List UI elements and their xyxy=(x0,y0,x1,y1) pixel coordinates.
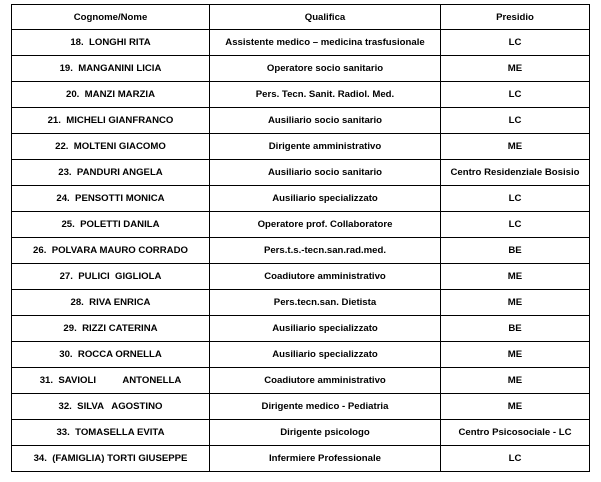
table-body xyxy=(12,30,590,472)
cell-role-text: Pers.tecn.san. Dietista xyxy=(273,297,377,308)
cell-role xyxy=(210,446,441,472)
cell-site: LC xyxy=(441,108,590,134)
cell-role-text: Pers. Tecn. Sanit. Radiol. Med. xyxy=(255,89,395,100)
table-row xyxy=(12,290,590,316)
cell-site: ME xyxy=(441,290,590,316)
cell-site: ME xyxy=(441,264,590,290)
cell-name: 29. RIZZI CATERINA xyxy=(12,316,210,342)
cell-role-text: Infermiere Professionale xyxy=(269,453,381,464)
cell-site: BE xyxy=(441,316,590,342)
cell-site: Centro Residenziale Bosisio xyxy=(441,160,590,186)
cell-role-text: Ausiliario specializzato xyxy=(272,349,378,360)
table-row xyxy=(12,264,590,290)
cell-name: 21. MICHELI GIANFRANCO xyxy=(12,108,210,134)
table-row xyxy=(12,186,590,212)
cell-role xyxy=(210,30,441,56)
cell-role-text: Pers.t.s.-tecn.san.rad.med. xyxy=(263,245,387,256)
cell-role xyxy=(210,316,441,342)
table-row xyxy=(12,394,590,420)
cell-role xyxy=(210,238,441,264)
header-row xyxy=(12,5,590,30)
cell-role xyxy=(210,342,441,368)
cell-name: 32. SILVA AGOSTINO xyxy=(12,394,210,420)
cell-role-text: Ausiliario specializzato xyxy=(272,193,378,204)
table-row xyxy=(12,134,590,160)
cell-name: 26. POLVARA MAURO CORRADO xyxy=(12,238,210,264)
table-row xyxy=(12,342,590,368)
cell-name: 22. MOLTENI GIACOMO xyxy=(12,134,210,160)
cell-site: ME xyxy=(441,342,590,368)
staff-table xyxy=(11,4,590,472)
cell-name: 30. ROCCA ORNELLA xyxy=(12,342,210,368)
header-site: Presidio xyxy=(441,5,590,30)
cell-site: ME xyxy=(441,368,590,394)
table-row xyxy=(12,30,590,56)
cell-name: 24. PENSOTTI MONICA xyxy=(12,186,210,212)
cell-site: ME xyxy=(441,394,590,420)
cell-site: LC xyxy=(441,186,590,212)
cell-role-text: Dirigente amministrativo xyxy=(268,141,382,152)
header-name: Cognome/Nome xyxy=(12,5,210,30)
table-row xyxy=(12,316,590,342)
cell-site: ME xyxy=(441,56,590,82)
table-row xyxy=(12,108,590,134)
cell-role-text: Operatore prof. Collaboratore xyxy=(257,219,393,230)
cell-name: 28. RIVA ENRICA xyxy=(12,290,210,316)
cell-role-text: Ausiliario specializzato xyxy=(272,323,378,334)
cell-role xyxy=(210,108,441,134)
cell-role xyxy=(210,394,441,420)
cell-name: 31. SAVIOLI ANTONELLA xyxy=(12,368,210,394)
cell-name: 18. LONGHI RITA xyxy=(12,30,210,56)
header-role: Qualifica xyxy=(210,5,441,30)
cell-site: LC xyxy=(441,212,590,238)
table-row xyxy=(12,160,590,186)
cell-role xyxy=(210,420,441,446)
table-row xyxy=(12,446,590,472)
cell-site: ME xyxy=(441,134,590,160)
cell-role xyxy=(210,56,441,82)
cell-name: 25. POLETTI DANILA xyxy=(12,212,210,238)
cell-role xyxy=(210,264,441,290)
table-row xyxy=(12,420,590,446)
cell-site: LC xyxy=(441,82,590,108)
cell-site: LC xyxy=(441,446,590,472)
cell-site: LC xyxy=(441,30,590,56)
cell-role-text: Ausiliario socio sanitario xyxy=(267,115,383,126)
cell-role-text: Dirigente medico - Pediatria xyxy=(261,401,389,412)
cell-name: 23. PANDURI ANGELA xyxy=(12,160,210,186)
table-row xyxy=(12,82,590,108)
cell-name: 20. MANZI MARZIA xyxy=(12,82,210,108)
cell-role-text: Operatore socio sanitario xyxy=(266,63,384,74)
cell-role xyxy=(210,160,441,186)
cell-name: 27. PULICI GIGLIOLA xyxy=(12,264,210,290)
cell-role xyxy=(210,368,441,394)
cell-name: 33. TOMASELLA EVITA xyxy=(12,420,210,446)
cell-role-text: Coadiutore amministrativo xyxy=(264,271,386,282)
cell-role-text: Dirigente psicologo xyxy=(280,427,370,438)
cell-role xyxy=(210,212,441,238)
table-row xyxy=(12,56,590,82)
cell-name: 19. MANGANINI LICIA xyxy=(12,56,210,82)
table-row xyxy=(12,238,590,264)
table-row xyxy=(12,212,590,238)
cell-role xyxy=(210,290,441,316)
cell-role-text: Ausiliario socio sanitario xyxy=(267,167,383,178)
table-row xyxy=(12,368,590,394)
cell-role xyxy=(210,186,441,212)
cell-name: 34. (FAMIGLIA) TORTI GIUSEPPE xyxy=(12,446,210,472)
cell-role xyxy=(210,82,441,108)
cell-role xyxy=(210,134,441,160)
cell-site: BE xyxy=(441,238,590,264)
cell-role-text: Assistente medico – medicina trasfusionale xyxy=(225,37,425,48)
cell-site: Centro Psicosociale - LC xyxy=(441,420,590,446)
cell-role-text: Coadiutore amministrativo xyxy=(264,375,386,386)
